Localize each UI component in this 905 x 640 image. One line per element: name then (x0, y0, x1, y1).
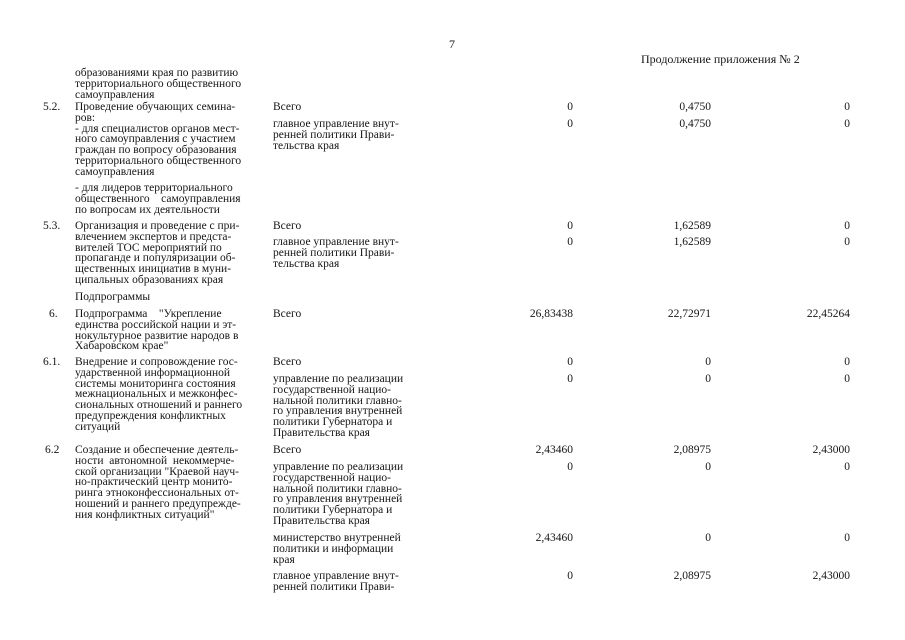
text-line: территориального общественного (75, 77, 242, 90)
value-cell: 0 (705, 356, 711, 368)
text-line: территориального общественного (75, 154, 242, 167)
value-cell: 0 (844, 118, 850, 130)
value-cell: 0 (844, 373, 850, 385)
text-line: - для специалистов органов мест- (75, 122, 240, 135)
text-line: системы мониторинга состояния (75, 377, 236, 390)
total-label: Всего (273, 356, 302, 368)
text-line: тельства края (273, 139, 340, 152)
text-line: пропаганде и популяризации об- (75, 252, 236, 265)
text-line: предупреждения конфликтных (75, 409, 226, 422)
total-label: Всего (273, 444, 302, 456)
row-description (75, 445, 267, 521)
continuation-title: Продолжение приложения № 2 (641, 52, 800, 66)
text-line: ров: (75, 111, 96, 124)
text-line: нокультурное развитие народов в (75, 329, 239, 342)
row-description (75, 221, 267, 286)
text-line: ного самоуправления с участием (75, 133, 236, 146)
row-description (75, 309, 267, 352)
text-line: ринга этноконфессиональных от- (75, 487, 239, 500)
text-line: по вопросам их деятельности (75, 203, 220, 216)
executor-name (273, 571, 423, 593)
text-line: ренней политики Прави- (273, 246, 395, 259)
text-line: но-практический центр монито- (75, 476, 233, 489)
value-cell: 0 (844, 532, 850, 544)
text-line: ударственной информационной (75, 366, 231, 379)
text-line: политики и информации (273, 542, 394, 555)
text-line: Внедрение и сопровождение гос- (75, 356, 238, 368)
text-line: ской организации "Краевой науч- (75, 465, 239, 478)
text-line: главное управление внут- (273, 118, 399, 130)
row-number: 6. (49, 308, 58, 320)
text-line: Правительства края (273, 514, 370, 527)
executor-name (273, 533, 423, 565)
page-number: 7 (449, 37, 455, 51)
text-line: ренней политики Прави- (273, 580, 395, 593)
value-cell: 2,43000 (812, 570, 850, 582)
text-line: влечением экспертов и предста- (75, 230, 232, 243)
text-line: ности автономной некоммерче- (75, 454, 235, 467)
text-line: го управления внутренней (273, 493, 403, 506)
value-cell: 0 (844, 220, 850, 232)
value-cell: 0 (844, 101, 850, 113)
row-number: 5.3. (43, 220, 61, 232)
row-description (75, 102, 267, 178)
text-line: главное управление внут- (273, 570, 399, 582)
text-line: края (273, 553, 295, 566)
value-cell: 22,72971 (667, 308, 711, 320)
row-number: 6.2 (45, 444, 60, 456)
text-line: политики Губернатора и (273, 504, 393, 517)
total-label: Всего (273, 220, 302, 232)
text-line: управление по реализации (273, 373, 404, 385)
row-description (75, 357, 267, 433)
row-number: 6.1. (43, 356, 61, 368)
value-cell: 0 (705, 461, 711, 473)
value-cell: 2,43000 (812, 444, 850, 456)
text-line: го управления внутренней (273, 405, 403, 418)
section-heading: Подпрограммы (75, 291, 151, 303)
text-line: Правительства края (273, 426, 370, 439)
text-line: ния конфликтных ситуаций" (75, 508, 215, 521)
row-description (75, 68, 267, 100)
text-line: Создание и обеспечение деятель- (75, 444, 239, 456)
text-line: граждан по вопросу образования (75, 144, 237, 157)
text-line: ситуаций (75, 420, 121, 433)
text-line: Организация и проведение с при- (75, 220, 240, 232)
text-line: единства российской нации и эт- (75, 318, 237, 331)
row-description (75, 183, 267, 215)
value-cell: 2,08975 (673, 570, 711, 582)
text-line: сиональных отношений и раннего (75, 399, 243, 412)
text-line: межнациональных и межконфес- (75, 388, 238, 401)
text-line: щественных инициатив в муни- (75, 263, 232, 276)
text-line: политики Губернатора и (273, 416, 393, 429)
text-line: самоуправления (75, 88, 155, 101)
value-cell: 0 (567, 236, 573, 248)
text-line: общественного самоуправления (75, 192, 241, 205)
row-number: 5.2. (43, 101, 61, 113)
value-cell: 0 (705, 373, 711, 385)
total-label: Всего (273, 101, 302, 113)
value-cell: 0,4750 (679, 118, 711, 130)
text-line: Проведение обучающих семина- (75, 101, 236, 113)
text-line: вителей ТОС мероприятий по (75, 241, 222, 254)
value-cell: 0 (705, 532, 711, 544)
value-cell: 1,62589 (673, 236, 711, 248)
value-cell: 22,45264 (806, 308, 850, 320)
text-line: Подпрограмма "Укрепление (75, 308, 222, 320)
value-cell: 2,08975 (673, 444, 711, 456)
text-line: тельства края (273, 257, 340, 270)
text-line: образованиями края по развитию (75, 67, 239, 79)
value-cell: 0,4750 (679, 101, 711, 113)
text-line: нальной политики главно- (273, 482, 402, 495)
executor-name (273, 119, 423, 151)
value-cell: 1,62589 (673, 220, 711, 232)
text-line: главное управление внут- (273, 236, 399, 248)
value-cell: 2,43460 (535, 444, 573, 456)
executor-name (273, 237, 423, 269)
value-cell: 0 (567, 373, 573, 385)
text-line: ношений и раннего предупрежде- (75, 497, 241, 510)
total-label: Всего (273, 308, 302, 320)
value-cell: 0 (567, 356, 573, 368)
value-cell: 0 (567, 118, 573, 130)
value-cell: 0 (567, 461, 573, 473)
value-cell: 0 (567, 220, 573, 232)
value-cell: 0 (844, 236, 850, 248)
text-line: ципальных образованиях края (75, 273, 224, 286)
value-cell: 0 (844, 356, 850, 368)
text-line: государственной нацио- (273, 383, 391, 396)
text-line: ренней политики Прави- (273, 128, 395, 141)
text-line: - для лидеров территориального (75, 182, 233, 194)
text-line: нальной политики главно- (273, 394, 402, 407)
value-cell: 0 (567, 101, 573, 113)
value-cell: 26,83438 (529, 308, 573, 320)
text-line: министерство внутренней (273, 532, 401, 544)
value-cell: 0 (844, 461, 850, 473)
text-line: управление по реализации (273, 461, 404, 473)
text-line: Хабаровском крае" (75, 340, 169, 353)
executor-name (273, 462, 423, 527)
value-cell: 2,43460 (535, 532, 573, 544)
executor-name (273, 374, 423, 439)
text-line: самоуправления (75, 165, 155, 178)
text-line: государственной нацио- (273, 471, 391, 484)
value-cell: 0 (567, 570, 573, 582)
